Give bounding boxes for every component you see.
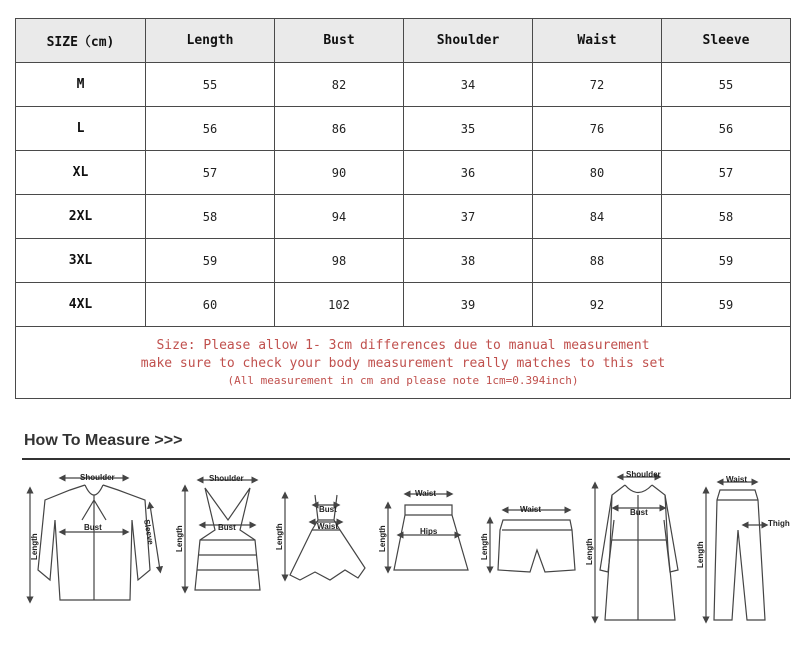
- sleeve-cell: 57: [662, 151, 791, 195]
- size-cell: 2XL: [16, 195, 146, 239]
- size-cell: 4XL: [16, 283, 146, 327]
- size-cell: M: [16, 63, 146, 107]
- shoulder-cell: 39: [404, 283, 533, 327]
- note-line-1: Size: Please allow 1- 3cm differences due to manual measurement: [156, 337, 650, 353]
- waist-cell: 84: [533, 195, 662, 239]
- shoulder-label: Shoulder: [626, 470, 661, 479]
- sleeve-cell: 59: [662, 283, 791, 327]
- header-shoulder: Shoulder: [404, 19, 533, 63]
- length-label: Length: [480, 533, 489, 560]
- waist-cell: 80: [533, 151, 662, 195]
- length-cell: 55: [146, 63, 275, 107]
- table-row: [16, 151, 791, 195]
- bust-cell: 86: [275, 107, 404, 151]
- size-cell: 3XL: [16, 239, 146, 283]
- sleeve-cell: 59: [662, 239, 791, 283]
- shoulder-cell: 35: [404, 107, 533, 151]
- header-size: SIZE（cm): [16, 19, 146, 63]
- size-note: [16, 327, 791, 399]
- length-label: Length: [175, 525, 184, 552]
- table-row: [16, 63, 791, 107]
- bust-label: Bust: [630, 508, 648, 517]
- waist-label: Waist: [415, 489, 437, 498]
- size-cell: L: [16, 107, 146, 151]
- length-label: Length: [30, 533, 39, 560]
- table-header-row: [16, 19, 791, 63]
- header-length: Length: [146, 19, 275, 63]
- measure-illustrations: [0, 460, 807, 665]
- waist-label: Waist: [317, 522, 339, 531]
- bust-label: Bust: [84, 523, 102, 532]
- hips-label: Hips: [420, 527, 438, 536]
- shoulder-cell: 37: [404, 195, 533, 239]
- table-row: [16, 195, 791, 239]
- sleeve-cell: 58: [662, 195, 791, 239]
- length-cell: 58: [146, 195, 275, 239]
- length-cell: 59: [146, 239, 275, 283]
- length-label: Length: [696, 541, 705, 568]
- length-cell: 56: [146, 107, 275, 151]
- waist-cell: 88: [533, 239, 662, 283]
- length-cell: 60: [146, 283, 275, 327]
- bust-cell: 98: [275, 239, 404, 283]
- bust-cell: 90: [275, 151, 404, 195]
- header-bust: Bust: [275, 19, 404, 63]
- coat-figure: [585, 470, 678, 620]
- sleeve-cell: 55: [662, 63, 791, 107]
- thigh-label: Thigh: [768, 519, 790, 528]
- how-to-measure-title: How To Measure >>>: [24, 432, 183, 449]
- shoulder-label: Shoulder: [209, 474, 244, 483]
- tank-top-figure: [175, 474, 260, 590]
- size-chart-table: [15, 18, 791, 399]
- bust-cell: 102: [275, 283, 404, 327]
- bust-cell: 94: [275, 195, 404, 239]
- header-sleeve: Sleeve: [662, 19, 791, 63]
- length-label: Length: [585, 538, 594, 565]
- note-line-2: make sure to check your body measurement really matches to this set: [140, 355, 666, 371]
- skirt-figure: [378, 489, 468, 570]
- pants-figure: [696, 475, 790, 620]
- table-row: [16, 283, 791, 327]
- shoulder-cell: 36: [404, 151, 533, 195]
- sleeve-label: Sleeve: [142, 518, 156, 546]
- header-waist: Waist: [533, 19, 662, 63]
- length-label: Length: [378, 525, 387, 552]
- length-cell: 57: [146, 151, 275, 195]
- waist-cell: 76: [533, 107, 662, 151]
- bust-label: Bust: [218, 523, 236, 532]
- waist-cell: 72: [533, 63, 662, 107]
- waist-label: Waist: [520, 505, 542, 514]
- note-row: [16, 327, 791, 399]
- bust-label: Bust: [319, 505, 337, 514]
- waist-cell: 92: [533, 283, 662, 327]
- note-line-3: (All measurement in cm and please note 1cm=0.394inch): [227, 373, 579, 387]
- table-row: [16, 239, 791, 283]
- shoulder-cell: 34: [404, 63, 533, 107]
- length-label: Length: [275, 523, 284, 550]
- table-row: [16, 107, 791, 151]
- shoulder-cell: 38: [404, 239, 533, 283]
- shorts-figure: [480, 505, 575, 572]
- waist-label: Waist: [726, 475, 748, 484]
- sleeve-cell: 56: [662, 107, 791, 151]
- dress-figure: [275, 495, 365, 580]
- shoulder-label: Shoulder: [80, 473, 115, 482]
- blouse-figure: [30, 473, 160, 600]
- bust-cell: 82: [275, 63, 404, 107]
- size-cell: XL: [16, 151, 146, 195]
